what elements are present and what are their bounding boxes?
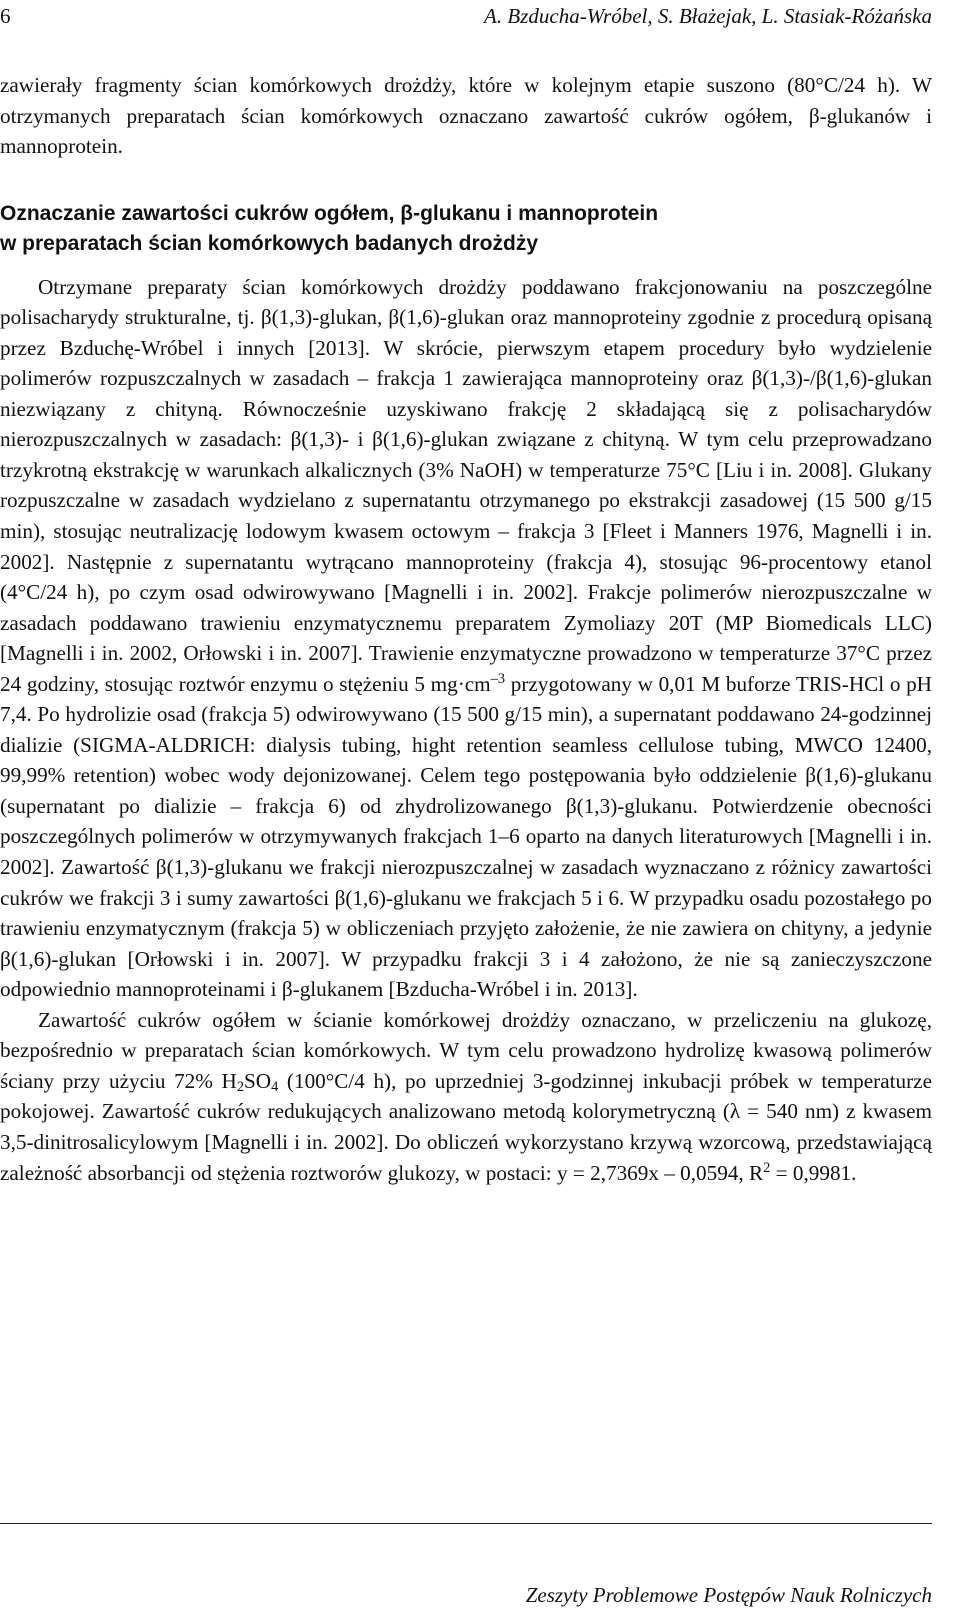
section-heading: [0, 199, 932, 259]
paragraph-text: (100°C/4 h), po uprzedniej 3-godzinnej inkubacji próbek w temperaturze pokojowej. Zawartość cukrów redukujących analizowano metodą kolorymetryczną (λ = 540 nm) z kwasem 3,5-dinitrosalicylowym [Magnelli i in. 2002]. Do obliczeń wykorzystano krzywą wzorcową, przedstawiającą zależność absorbancji od stężenia roztworów glukozy, w postaci: y = 2,7369x – 0,0594, R: [0, 1068, 932, 1185]
paragraph-text: = 0,9981.: [770, 1160, 857, 1185]
methods-paragraph-fractionation: [0, 272, 932, 1005]
section-heading-line-2: w preparatach ścian komórkowych badanych drożdży: [0, 231, 538, 255]
paragraph-text: przygotowany w 0,01 M buforze TRIS-HCl o pH 7,4. Po hydrolizie osad (frakcja 5) odwirowywano (15 500 g/15 min), a supernatant poddawano 24-godzinnej dializie (SIGMA-ALDRICH: dialysis tubing, hight retention seamless cellulose tubing, MWCO 12400, 99,99% retention) wobec wody dejonizowanej. Celem tego postępowania było oddzielenie β(1,6)-glukanu (supernatant po dializie – frakcja 6) od zhydrolizowanego β(1,3)-glukanu. Potwierdzenie obecności poszczególnych polimerów w otrzymywanych frakcjach 1–6 oparto na danych literaturowych [Magnelli i in. 2002]. Zawartość β(1,3)-glukanu we frakcji nierozpuszczalnej w zasadach wyznaczano z różnicy zawartości cukrów we frakcji 3 i sumy zawartości β(1,6)-glukanu we frakcjach 5 i 6. W przypadku osadu pozostałego po trawieniu enzymatycznym (frakcja 5) w obliczeniach przyjęto założenie, że nie zawiera on chityny, a jedynie β(1,6)-glukan [Orłowski i in. 2007]. W przypadku frakcji 3 i 4 założono, że nie są zanieczyszczone odpowiednio mannoproteinami i β-glukanem [Bzducha-Wróbel i in. 2013].: [0, 671, 932, 1002]
paragraph-text: SO: [244, 1068, 272, 1093]
running-head-authors: A. Bzducha-Wróbel, S. Błażejak, L. Stasiak-Różańska: [484, 4, 932, 28]
paragraph-text: Zawartość cukrów ogółem w ścianie komórkowej drożdży oznaczano, w przeliczeniu na glukozę, bezpośrednio w preparatach ścian komórkowych. W tym celu prowadzono hydrolizę kwasową polimerów ściany przy użyciu 72% H: [0, 1007, 932, 1093]
intro-paragraph: zawierały fragmenty ścian komórkowych drożdży, które w kolejnym etapie suszono (80°C/24 h). W otrzymanych preparatach ścian komórkowych oznaczano zawartość cukrów ogółem, β-glukanów i mannoprotein.: [0, 73, 932, 159]
section-heading-line-1: Oznaczanie zawartości cukrów ogółem, β-glukanu i mannoprotein: [0, 201, 659, 225]
methods-paragraph-total-sugars: [0, 1005, 932, 1188]
paragraph-text: Otrzymane preparaty ścian komórkowych drożdży poddawano frakcjonowaniu na poszczególne polisacharydy strukturalne, tj. β(1,3)-glukan, β(1,6)-glukan oraz mannoproteiny zgodnie z procedurą opisaną przez Bzduchę-Wróbel i innych [2013]. W skrócie, pierwszym etapem procedury było wydzielenie polimerów rozpuszczalnych w zasadach – frakcja 1 zawierająca mannoproteiny oraz β(1,3)-/β(1,6)-glukan niezwiązany z chityną. Równocześnie uzyskiwano frakcję 2 składającą się z polisacharydów nierozpuszczalnych w zasadach: β(1,3)- i β(1,6)-glukan związane z chityną. W tym celu przeprowadzano trzykrotną ekstrakcję w warunkach alkalicznych (3% NaOH) w temperaturze 75°C [Liu i in. 2008]. Glukany rozpuszczalne w zasadach wydzielano z supernatantu otrzymanego po ekstrakcji zasadowej (15 500 g/15 min), stosując neutralizację lodowym kwasem octowym – frakcja 3 [Fleet i Manners 1976, Magnelli i in. 2002]. Następnie z supernatantu wytrącano mannoproteiny (frakcja 4), stosując 96-procentowy etanol (4°C/24 h), po czym osad odwirowywano [Magnelli i in. 2002]. Frakcje polimerów nierozpuszczalne w zasadach poddawano trawieniu enzymatycznemu preparatem Zymoliazy 20T (MP Biomedicals LLC) [Magnelli i in. 2002, Orłowski i in. 2007]. Trawienie enzymatyczne prowadzono w temperaturze 37°C przez 24 godziny, stosując roztwór enzymu o stężeniu 5 mg·cm: [0, 274, 932, 696]
superscript-r2: 2: [763, 1159, 771, 1176]
subscript-so4: 4: [271, 1079, 279, 1096]
subscript-h2: 2: [236, 1079, 245, 1096]
body-text: [0, 70, 932, 1188]
superscript-exponent: –3: [490, 670, 506, 687]
footer-divider: [0, 1523, 932, 1524]
page-header: [0, 0, 960, 40]
page-number: 6: [0, 4, 11, 28]
footer-journal-name: Zeszyty Problemowe Postępów Nauk Rolniczych: [525, 1583, 932, 1607]
